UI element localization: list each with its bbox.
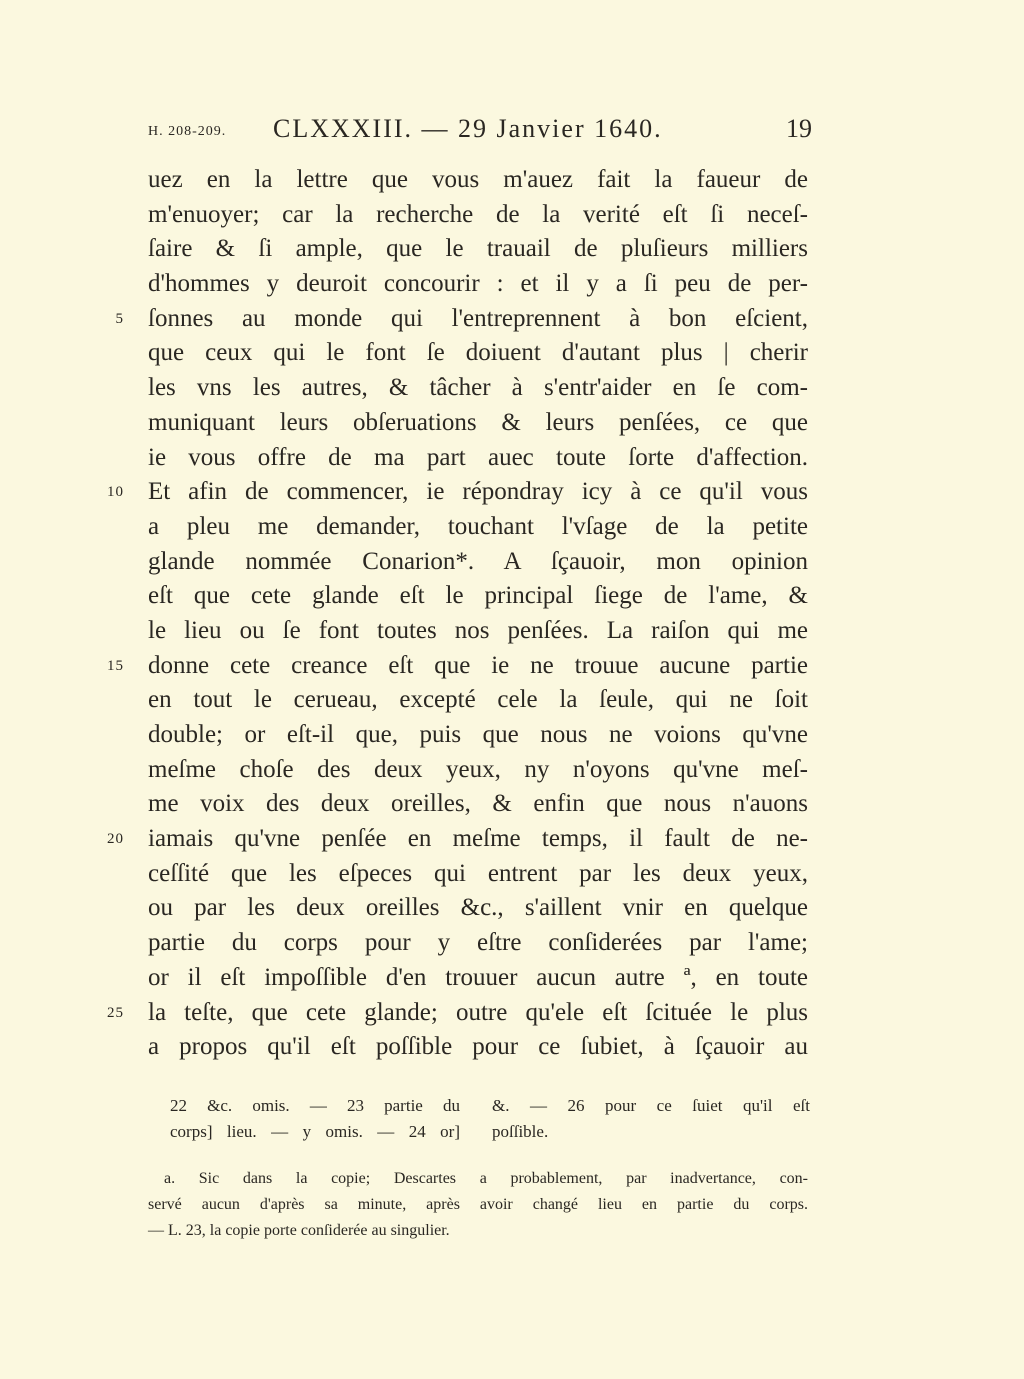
letter-body	[0, 163, 1024, 1065]
text-line	[0, 232, 1024, 267]
line-text: que ceux qui le font ſe doiuent d'autant plus | cherir	[148, 339, 808, 367]
variant-line: poſſible.	[492, 1122, 549, 1141]
text-line	[0, 753, 1024, 788]
text-line	[0, 683, 1024, 718]
variant-line: corps] lieu. — y omis. — 24 or]	[170, 1122, 460, 1141]
line-text: uez en la lettre que vous m'auez fait la faueur de	[148, 166, 808, 193]
page-number: 19	[786, 114, 812, 143]
text-line	[0, 336, 1024, 371]
text-line	[0, 718, 1024, 753]
line-text: ceſſité que les eſpeces qui entrent par les deux yeux,	[148, 859, 808, 887]
footnote-line: servé aucun d'après sa minute, après avoir changé lieu en partie du corps.	[148, 1196, 808, 1213]
footnote	[148, 1166, 808, 1244]
text-line	[0, 510, 1024, 545]
text-line	[0, 961, 1024, 996]
text-line	[0, 406, 1024, 441]
line-number: 20	[107, 831, 124, 848]
page-reference: H. 208-209.	[148, 124, 227, 139]
text-line	[0, 614, 1024, 649]
line-text: iamais qu'vne penſée en meſme temps, il fault de ne-	[148, 825, 808, 853]
text-line	[0, 267, 1024, 302]
line-text: m'enuoyer; car la recherche de la verité eſt ſi neceſ-	[148, 200, 808, 228]
letter-title: CLXXXIII. — 29 Janvier 1640.	[273, 114, 663, 143]
line-text: Et afin de commencer, ie répondray icy à ce qu'il vous	[148, 478, 808, 506]
line-text: me voix des deux oreilles, & enfin que nous n'auons	[148, 790, 808, 818]
line-number: 10	[107, 484, 124, 501]
variant-line: &. — 26 pour ce ſuiet qu'il eſt	[492, 1096, 810, 1115]
variants-right-column	[492, 1093, 810, 1145]
text-line	[0, 198, 1024, 233]
line-text: or il eſt impoſſible d'en trouuer aucun autre ª, en toute	[148, 963, 808, 991]
line-text: ie vous offre de ma part auec toute ſorte d'affection.	[148, 443, 808, 471]
text-line	[0, 787, 1024, 822]
text-line	[0, 545, 1024, 580]
line-text: donne cete creance eſt que ie ne trouue aucune partie	[148, 651, 808, 679]
line-text: ſonnes au monde qui l'entreprennent à bon eſcient,	[148, 304, 808, 332]
line-number: 15	[107, 657, 124, 674]
text-line	[0, 302, 1024, 337]
text-line	[0, 579, 1024, 614]
text-line	[0, 475, 1024, 510]
text-line	[0, 371, 1024, 406]
line-text: meſme choſe des deux yeux, ny n'oyons qu'vne meſ-	[148, 755, 808, 783]
line-text: le lieu ou ſe font toutes nos penſées. La raiſon qui me	[148, 616, 808, 644]
footnote-line: — L. 23, la copie porte conſiderée au singulier.	[148, 1222, 450, 1239]
line-text: les vns les autres, & tâcher à s'entr'aider en ſe com-	[148, 374, 808, 402]
text-line	[0, 857, 1024, 892]
line-text: d'hommes y deuroit concourir : et il y a ſi peu de per-	[148, 270, 808, 298]
line-text: double; or eſt-il que, puis que nous ne voions qu'vne	[148, 721, 808, 748]
line-number: 25	[107, 1004, 124, 1021]
running-header	[0, 112, 1024, 152]
text-line	[0, 1030, 1024, 1065]
line-number: 5	[115, 310, 124, 327]
line-text: en tout le cerueau, excepté cele la ſeule, qui ne ſoit	[148, 686, 808, 714]
line-text: ou par les deux oreilles &c., s'aillent vnir en quelque	[148, 894, 808, 922]
text-line	[0, 822, 1024, 857]
line-text: la teſte, que cete glande; outre qu'ele eſt ſcituée le plus	[148, 998, 808, 1026]
text-line	[0, 441, 1024, 476]
line-text: partie du corps pour y eſtre conſiderées par l'ame;	[148, 929, 808, 957]
line-text: muniquant leurs obſeruations & leurs penſées, ce que	[148, 408, 808, 436]
text-line	[0, 163, 1024, 198]
line-text: eſt que cete glande eſt le principal ſiege de l'ame, &	[148, 582, 808, 610]
line-text: glande nommée Conarion*. A ſçauoir, mon opinion	[148, 547, 808, 575]
line-text: a propos qu'il eſt poſſible pour ce ſubiet, à ſçauoir au	[148, 1033, 808, 1061]
text-line	[0, 891, 1024, 926]
variant-line: 22 &c. omis. — 23 partie du	[170, 1096, 460, 1115]
text-line	[0, 649, 1024, 684]
line-text: ſaire & ſi ample, que le trauail de pluſieurs milliers	[148, 235, 808, 263]
footnote-line: a. Sic dans la copie; Descartes a probablement, par inadvertance, con-	[164, 1170, 808, 1187]
text-line	[0, 996, 1024, 1031]
variants-left-column	[170, 1093, 460, 1145]
line-text: a pleu me demander, touchant l'vſage de la petite	[148, 512, 808, 540]
text-line	[0, 926, 1024, 961]
